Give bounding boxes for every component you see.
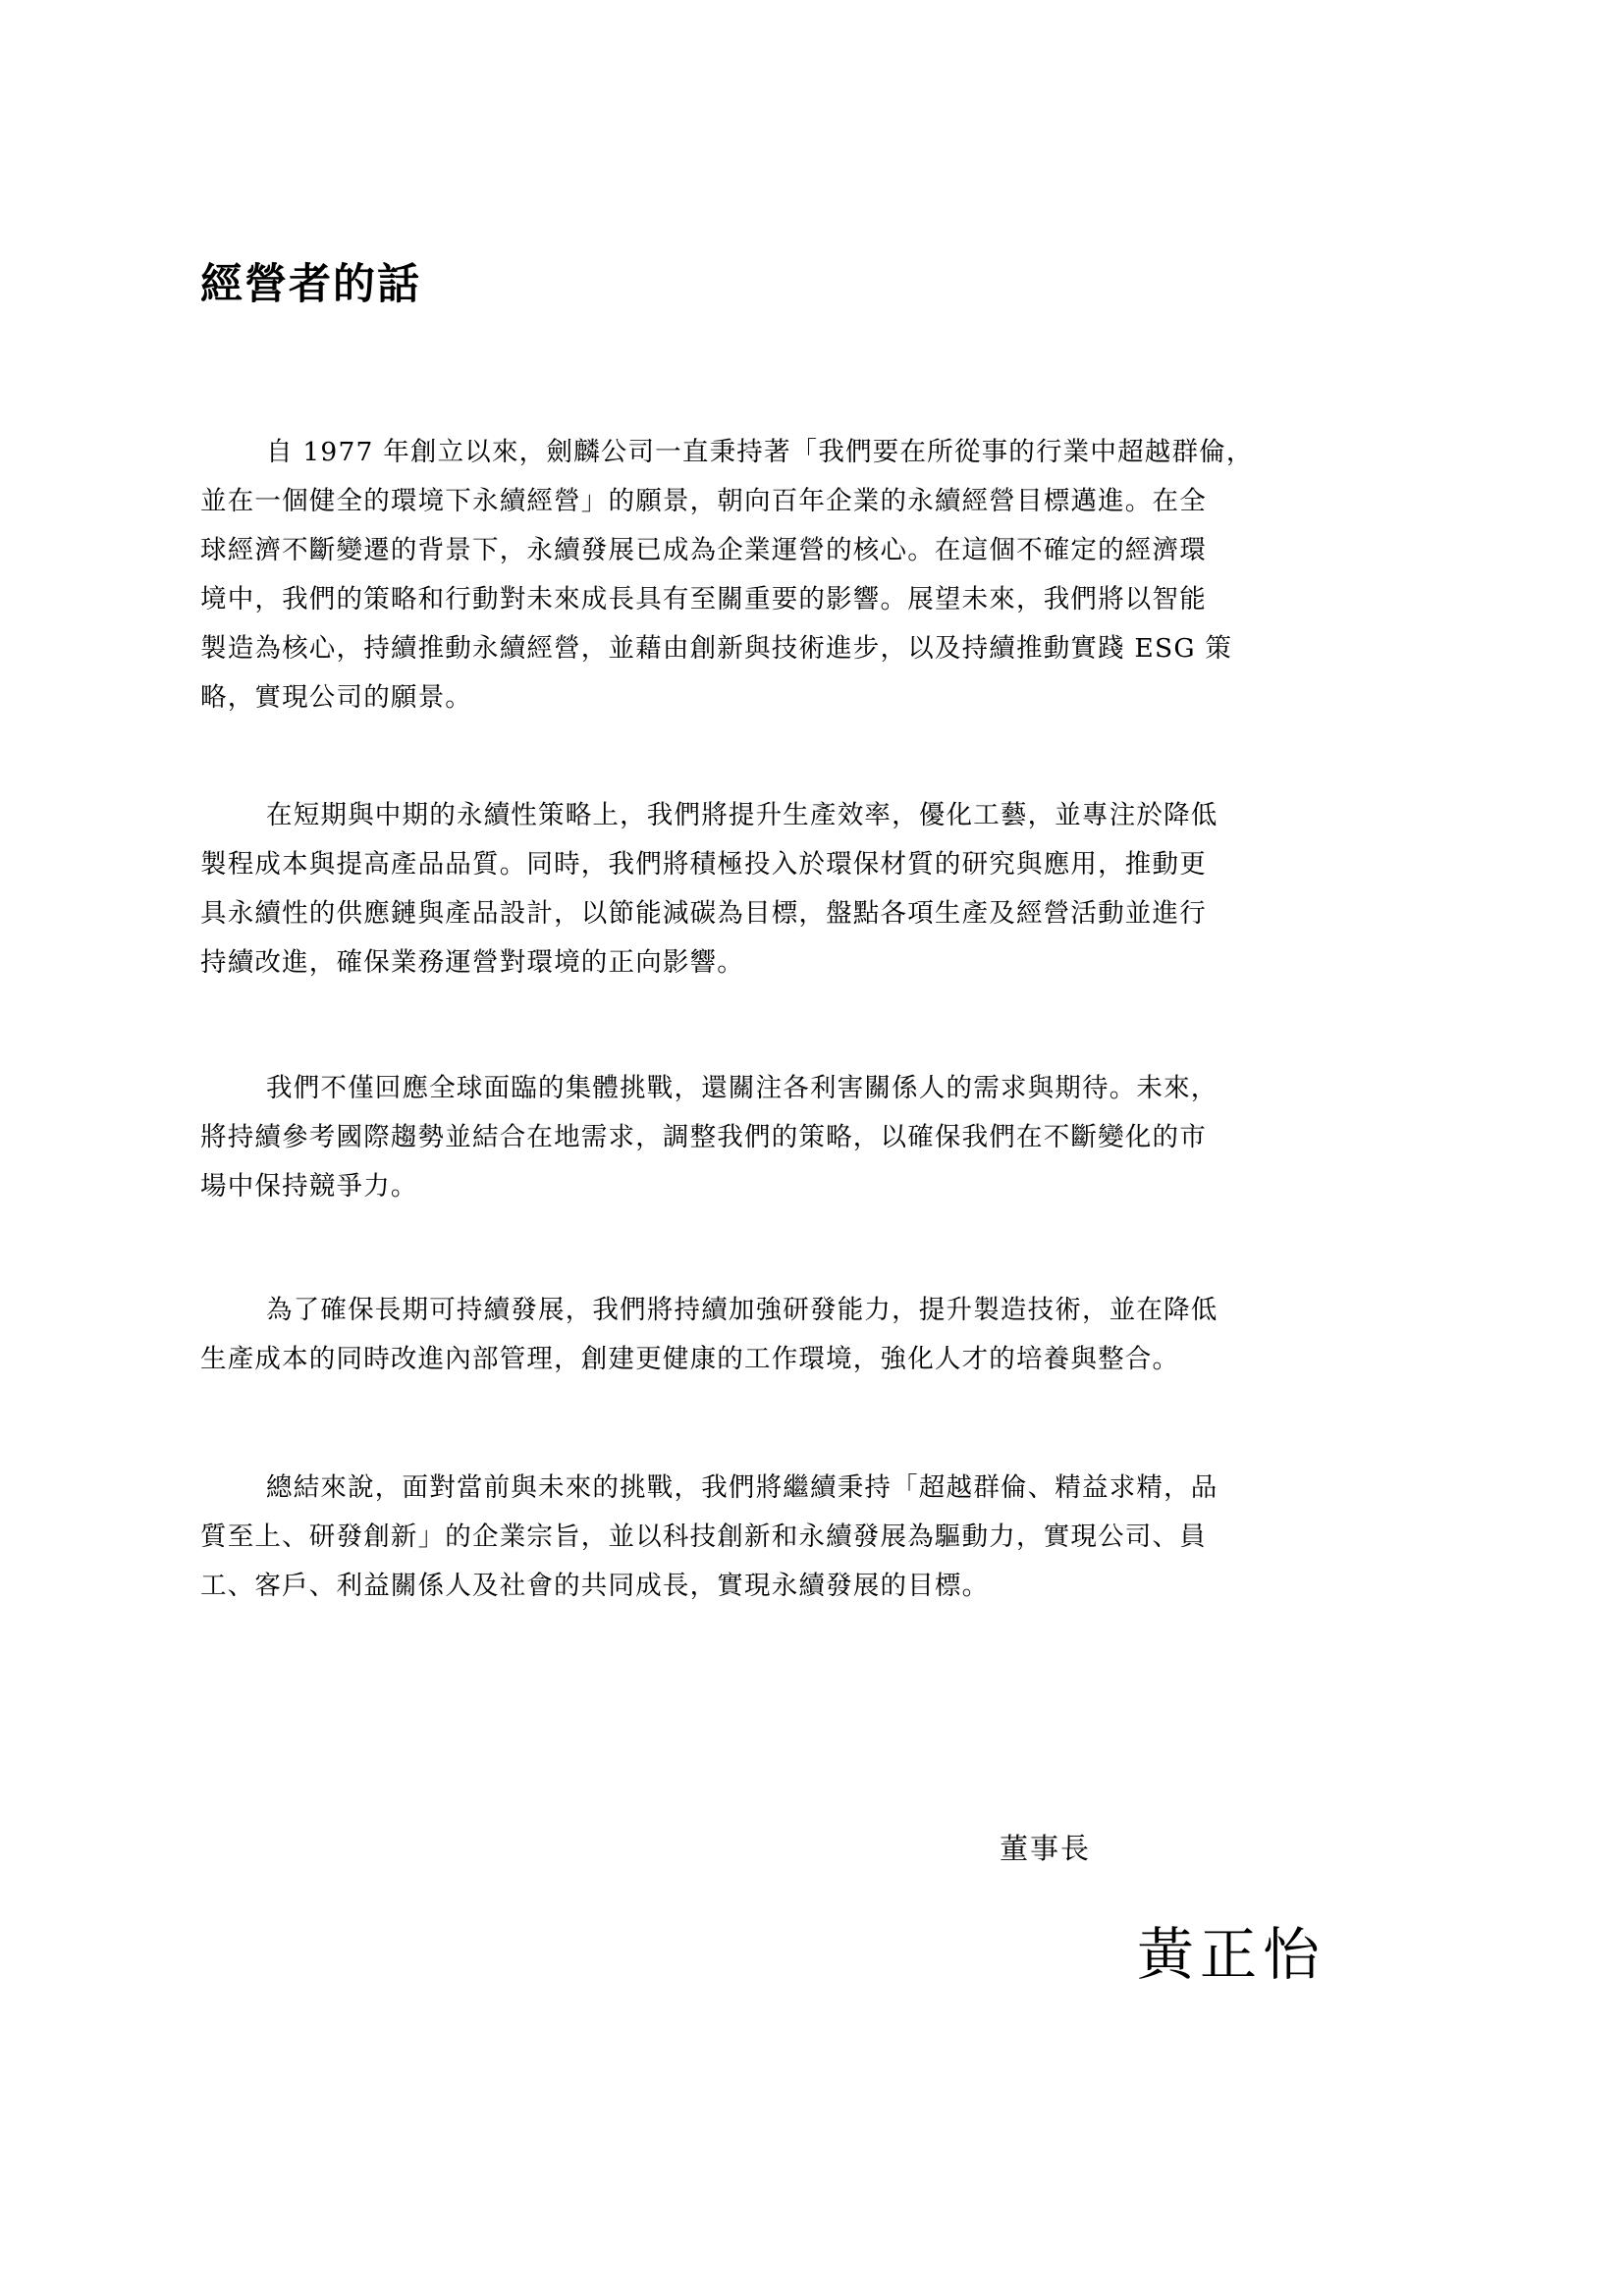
paragraph-line: 球經濟不斷變遷的背景下，永續發展已成為企業運營的核心。在這個不確定的經濟環 <box>200 535 1207 565</box>
paragraph-line: 在短期與中期的永續性策略上，我們將提升生產效率，優化工藝，並專注於降低 <box>266 800 1218 830</box>
paragraph-line: 並在一個健全的環境下永續經營」的願景，朝向百年企業的永續經營目標邁進。在全 <box>200 486 1207 516</box>
signature-role: 董事長 <box>1000 1832 1092 1865</box>
paragraph-2 <box>200 791 1423 988</box>
paragraph-line: 製造為核心，持續推動永續經營，並藉由創新與技術進步，以及持續推動實踐 ESG 策 <box>200 633 1233 664</box>
page-title: 經營者的話 <box>200 260 421 309</box>
paragraph-1 <box>200 428 1423 722</box>
paragraph-line: 生產成本的同時改進內部管理，創建更健康的工作環境，強化人才的培養與整合。 <box>200 1344 1180 1374</box>
paragraph-line: 為了確保長期可持續發展，我們將持續加強研發能力，提升製造技術，並在降低 <box>266 1295 1218 1325</box>
paragraph-5 <box>200 1464 1423 1611</box>
paragraph-3 <box>200 1064 1423 1211</box>
paragraph-line: 自 1977 年創立以來，劍麟公司一直秉持著「我們要在所從事的行業中超越群倫， <box>266 437 1254 467</box>
paragraph-4 <box>200 1286 1423 1384</box>
paragraph-line: 工、客戶、利益關係人及社會的共同成長，實現永續發展的目標。 <box>200 1571 990 1601</box>
paragraph-line: 總結來說，面對當前與未來的挑戰，我們將繼續秉持「超越群倫、精益求精，品 <box>266 1472 1218 1503</box>
paragraph-line: 將持續參考國際趨勢並結合在地需求，調整我們的策略，以確保我們在不斷變化的市 <box>200 1122 1207 1152</box>
signature-name: 黃正怡 <box>1137 1921 1326 1988</box>
paragraph-line: 略，實現公司的願景。 <box>200 682 472 713</box>
paragraph-line: 持續改進，確保業務運營對環境的正向影響。 <box>200 947 744 978</box>
paragraph-line: 具永續性的供應鏈與產品設計，以節能減碳為目標，盤點各項生產及經營活動並進行 <box>200 898 1207 929</box>
paragraph-line: 場中保持競爭力。 <box>200 1171 418 1201</box>
paragraph-line: 我們不僅回應全球面臨的集體挑戰，還關注各利害關係人的需求與期待。未來， <box>266 1073 1218 1103</box>
paragraph-line: 質至上、研發創新」的企業宗旨，並以科技創新和永續發展為驅動力，實現公司、員 <box>200 1522 1207 1552</box>
paragraph-line: 製程成本與提高產品品質。同時，我們將積極投入於環保材質的研究與應用，推動更 <box>200 849 1207 880</box>
paragraph-line: 境中，我們的策略和行動對未來成長具有至關重要的影響。展望未來，我們將以智能 <box>200 584 1207 614</box>
